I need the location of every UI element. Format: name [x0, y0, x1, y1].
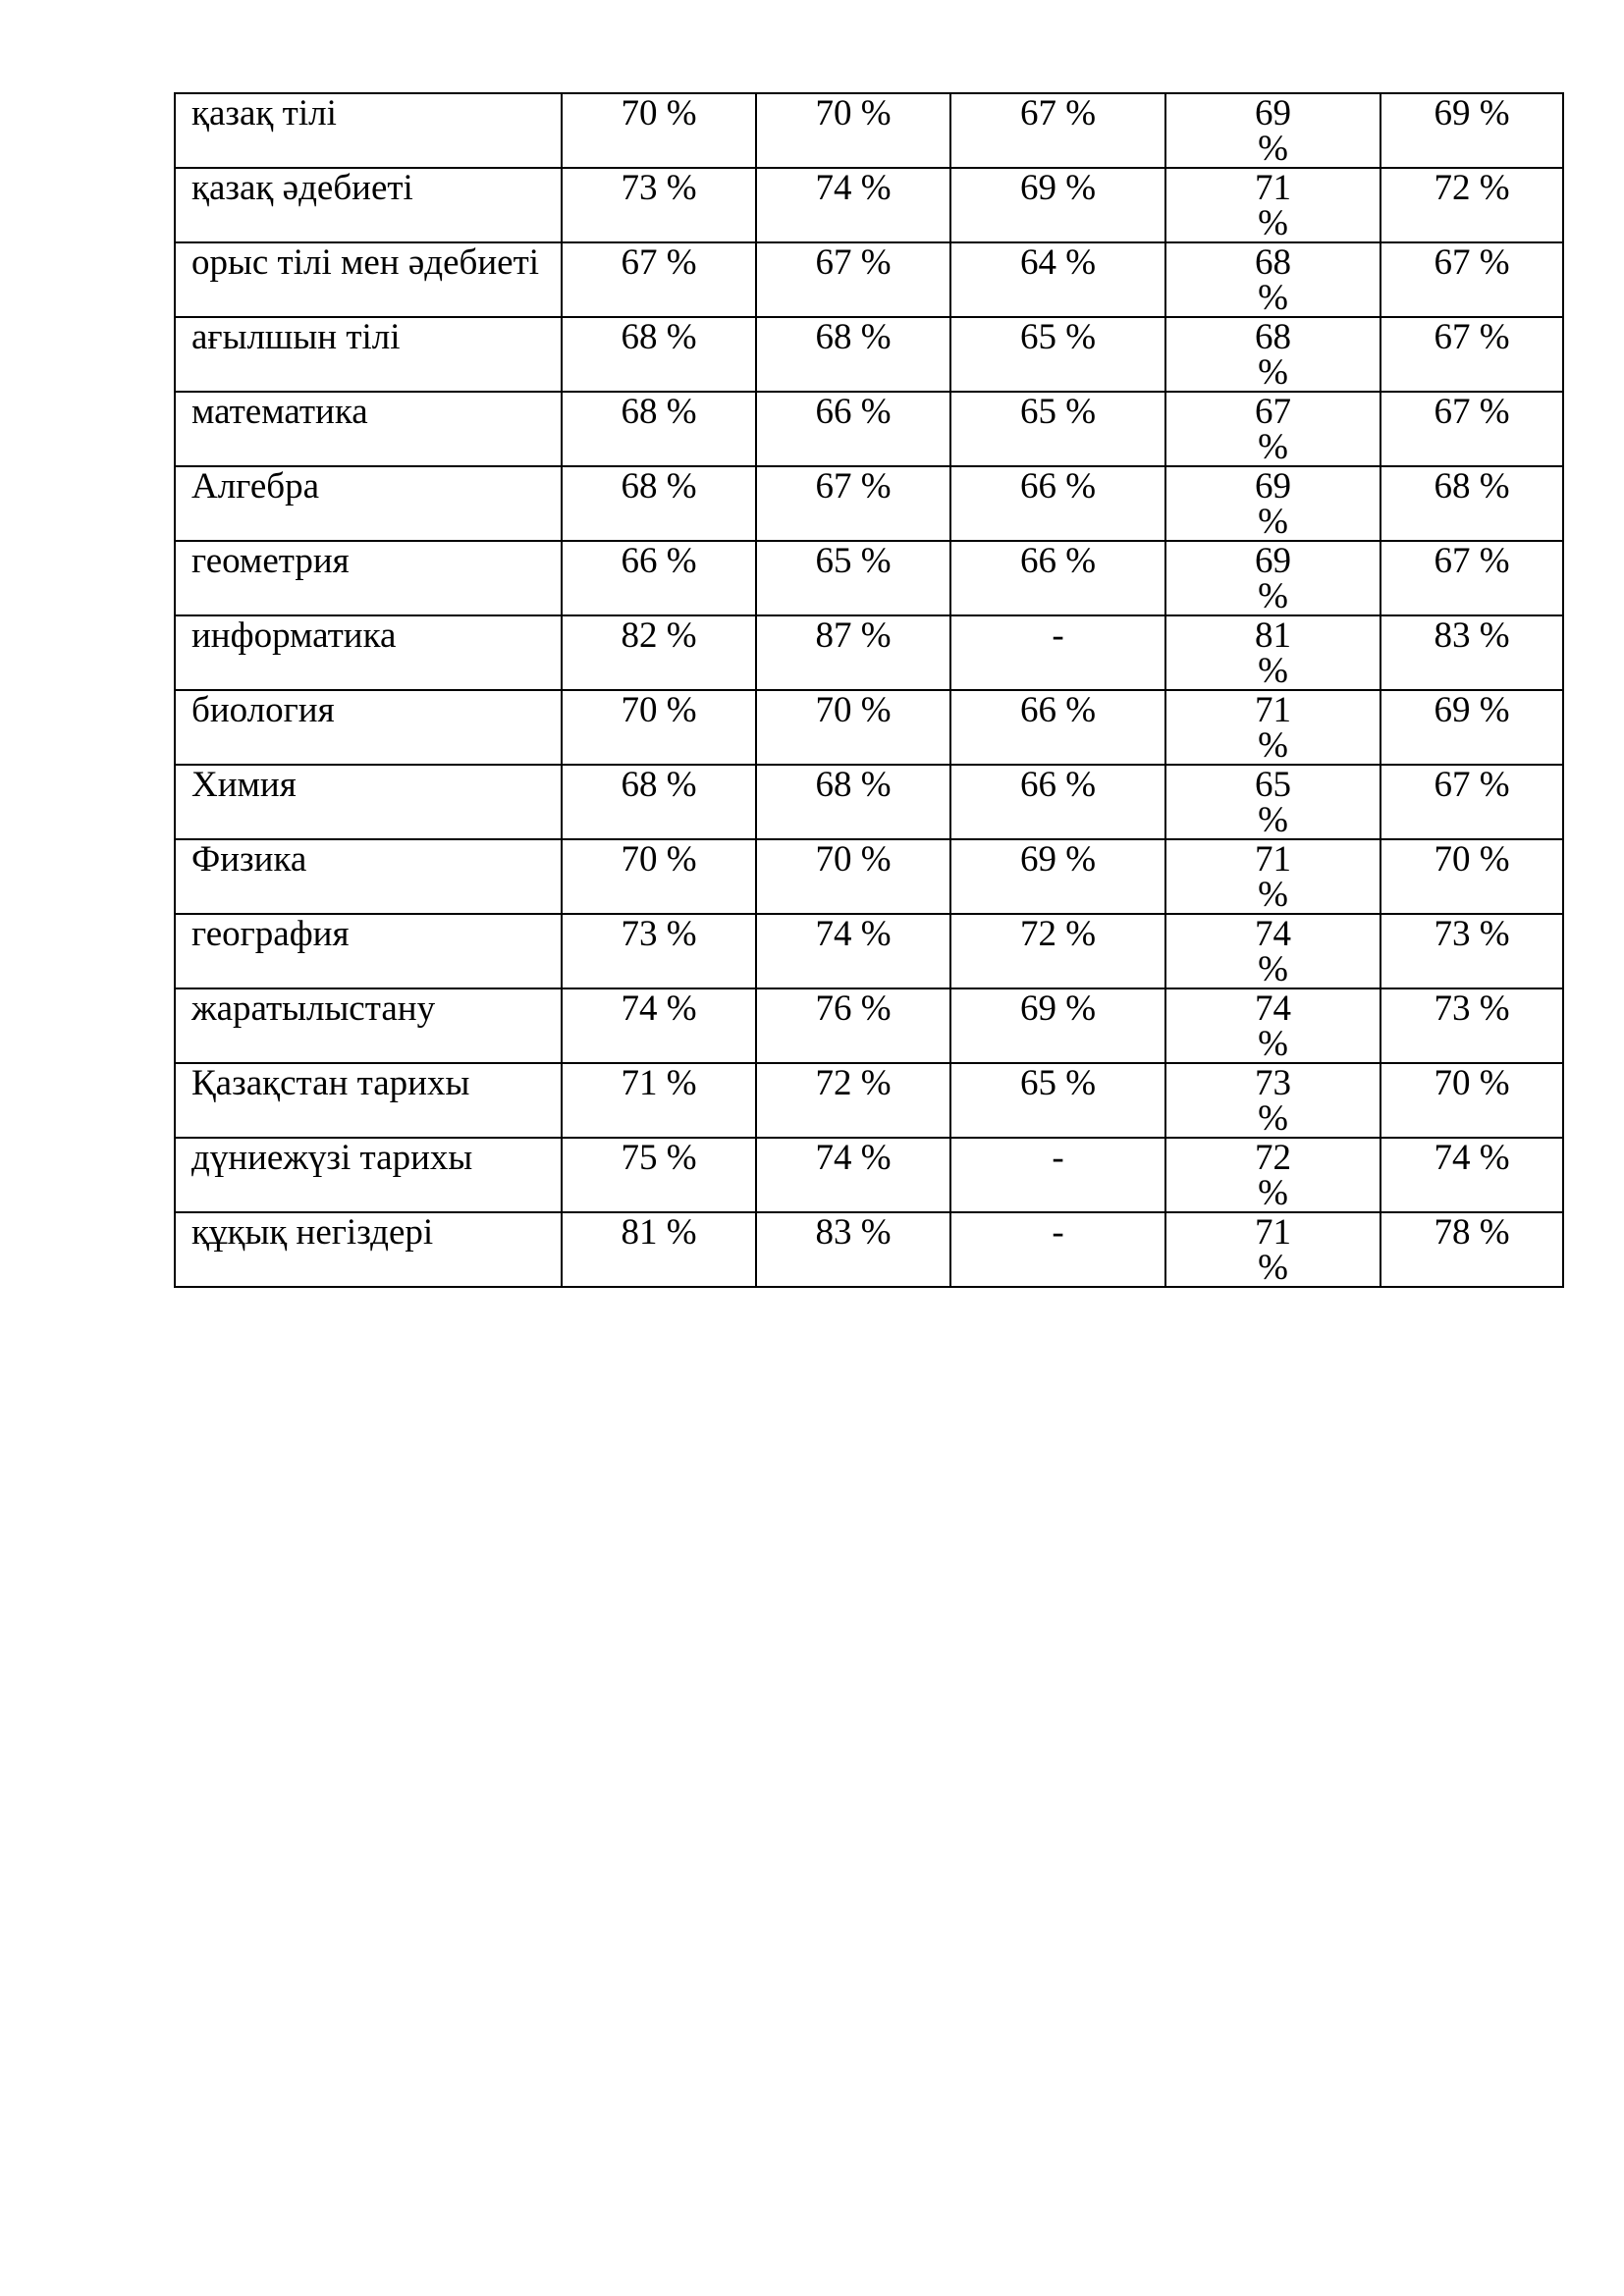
table-row [175, 988, 1563, 1063]
subject-cell: Химия [175, 765, 562, 839]
wrapped-value: 68 % [1255, 242, 1291, 317]
value-cell: 70 % [562, 93, 756, 168]
subject-cell: Физика [175, 839, 562, 914]
table-row [175, 1063, 1563, 1138]
table-row [175, 392, 1563, 466]
table-row [175, 1212, 1563, 1287]
value-cell: 64 % [950, 242, 1165, 317]
value-cell: 66 % [950, 541, 1165, 615]
value-cell: 66 % [950, 466, 1165, 541]
wrapped-value: 67 % [1255, 392, 1291, 466]
value-cell: 66 % [756, 392, 950, 466]
subject-cell: Қазақстан тарихы [175, 1063, 562, 1138]
value-cell: 70 % [562, 839, 756, 914]
value-cell: 68 % [562, 317, 756, 392]
table-row [175, 839, 1563, 914]
wrapped-value: 65 % [1255, 765, 1291, 839]
table-row [175, 1138, 1563, 1212]
value-cell: 68 % [562, 392, 756, 466]
value-cell: 67 % [1380, 392, 1563, 466]
value-cell: 82 % [562, 615, 756, 690]
subject-cell: орыс тілі мен әдебиеті [175, 242, 562, 317]
value-cell: 67 % [1380, 317, 1563, 392]
value-cell: 68 % [756, 317, 950, 392]
value-cell: 67 % [1380, 765, 1563, 839]
value-cell: 69 % [1380, 690, 1563, 765]
value-cell: - [950, 1212, 1165, 1287]
wrapped-value: 71 % [1255, 839, 1291, 914]
value-cell: 65 % [950, 392, 1165, 466]
value-cell: 69 % [950, 168, 1165, 242]
wrapped-value: 71 % [1255, 168, 1291, 242]
value-cell: 66 % [950, 765, 1165, 839]
subject-cell: дүниежүзі тарихы [175, 1138, 562, 1212]
value-cell [1165, 765, 1380, 839]
value-cell: 81 % [562, 1212, 756, 1287]
table-row [175, 93, 1563, 168]
subject-cell: қазақ әдебиеті [175, 168, 562, 242]
value-cell [1165, 839, 1380, 914]
value-cell: - [950, 615, 1165, 690]
value-cell: 83 % [756, 1212, 950, 1287]
value-cell: 73 % [1380, 914, 1563, 988]
wrapped-value: 74 % [1255, 914, 1291, 988]
value-cell: 66 % [950, 690, 1165, 765]
value-cell: 70 % [1380, 839, 1563, 914]
value-cell [1165, 541, 1380, 615]
value-cell: 70 % [756, 93, 950, 168]
wrapped-value: 73 % [1255, 1063, 1291, 1138]
value-cell [1165, 242, 1380, 317]
value-cell: 78 % [1380, 1212, 1563, 1287]
wrapped-value: 71 % [1255, 1212, 1291, 1287]
table-row [175, 914, 1563, 988]
grades-table-body [175, 93, 1563, 1287]
value-cell: 66 % [562, 541, 756, 615]
value-cell [1165, 1063, 1380, 1138]
wrapped-value: 69 % [1255, 541, 1291, 615]
wrapped-value: 69 % [1255, 466, 1291, 541]
value-cell: 72 % [950, 914, 1165, 988]
value-cell: 68 % [1380, 466, 1563, 541]
table-row [175, 317, 1563, 392]
value-cell [1165, 317, 1380, 392]
value-cell: 65 % [950, 1063, 1165, 1138]
value-cell: 71 % [562, 1063, 756, 1138]
value-cell: 68 % [562, 765, 756, 839]
table-row [175, 242, 1563, 317]
value-cell: 70 % [756, 690, 950, 765]
subject-cell: биология [175, 690, 562, 765]
value-cell: 73 % [1380, 988, 1563, 1063]
table-row [175, 765, 1563, 839]
value-cell: 73 % [562, 168, 756, 242]
value-cell: 69 % [1380, 93, 1563, 168]
value-cell [1165, 93, 1380, 168]
value-cell: 74 % [562, 988, 756, 1063]
value-cell [1165, 615, 1380, 690]
value-cell: 76 % [756, 988, 950, 1063]
value-cell: 67 % [950, 93, 1165, 168]
value-cell: 68 % [562, 466, 756, 541]
subject-cell: қазақ тілі [175, 93, 562, 168]
value-cell: 65 % [950, 317, 1165, 392]
table-row [175, 541, 1563, 615]
value-cell [1165, 168, 1380, 242]
subject-cell: география [175, 914, 562, 988]
value-cell [1165, 914, 1380, 988]
value-cell: 70 % [1380, 1063, 1563, 1138]
subject-cell: ағылшын тілі [175, 317, 562, 392]
value-cell: 75 % [562, 1138, 756, 1212]
wrapped-value: 69 % [1255, 93, 1291, 168]
subject-cell: математика [175, 392, 562, 466]
wrapped-value: 71 % [1255, 690, 1291, 765]
value-cell [1165, 466, 1380, 541]
wrapped-value: 68 % [1255, 317, 1291, 392]
subject-cell: информатика [175, 615, 562, 690]
value-cell: 69 % [950, 839, 1165, 914]
table-row [175, 690, 1563, 765]
value-cell: 70 % [562, 690, 756, 765]
value-cell: 72 % [1380, 168, 1563, 242]
subject-cell: геометрия [175, 541, 562, 615]
subject-cell: құқық негіздері [175, 1212, 562, 1287]
value-cell: 65 % [756, 541, 950, 615]
value-cell: 74 % [756, 168, 950, 242]
grades-table [174, 92, 1564, 1288]
value-cell: 87 % [756, 615, 950, 690]
subject-cell: жаратылыстану [175, 988, 562, 1063]
value-cell: - [950, 1138, 1165, 1212]
table-row [175, 466, 1563, 541]
value-cell: 83 % [1380, 615, 1563, 690]
table-row [175, 615, 1563, 690]
value-cell: 74 % [756, 914, 950, 988]
value-cell: 67 % [1380, 242, 1563, 317]
value-cell [1165, 1212, 1380, 1287]
value-cell: 67 % [1380, 541, 1563, 615]
value-cell: 74 % [1380, 1138, 1563, 1212]
value-cell [1165, 690, 1380, 765]
subject-cell: Алгебра [175, 466, 562, 541]
value-cell: 74 % [756, 1138, 950, 1212]
value-cell [1165, 392, 1380, 466]
table-row [175, 168, 1563, 242]
wrapped-value: 81 % [1255, 615, 1291, 690]
value-cell: 67 % [756, 466, 950, 541]
wrapped-value: 72 % [1255, 1138, 1291, 1212]
value-cell: 70 % [756, 839, 950, 914]
value-cell: 68 % [756, 765, 950, 839]
value-cell [1165, 1138, 1380, 1212]
value-cell: 69 % [950, 988, 1165, 1063]
value-cell: 73 % [562, 914, 756, 988]
value-cell: 72 % [756, 1063, 950, 1138]
value-cell: 67 % [756, 242, 950, 317]
value-cell [1165, 988, 1380, 1063]
wrapped-value: 74 % [1255, 988, 1291, 1063]
value-cell: 67 % [562, 242, 756, 317]
